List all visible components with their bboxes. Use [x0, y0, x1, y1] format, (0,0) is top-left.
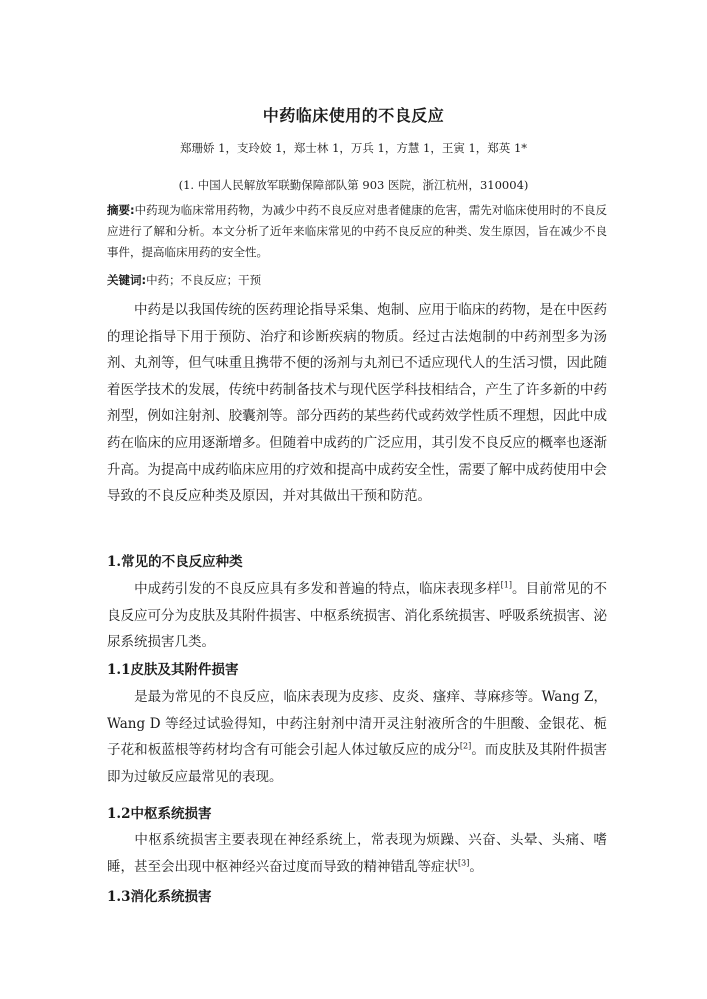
- section-heading-1-3: 1.3消化系统损害: [107, 889, 212, 905]
- abstract-label: 摘要:: [107, 203, 135, 217]
- citation-ref: [2]: [459, 741, 472, 751]
- citation-ref: [1]: [500, 580, 512, 590]
- keywords-label: 关键词:: [107, 273, 147, 287]
- section-heading-1-1: 1.1皮肤及其附件损害: [107, 662, 239, 678]
- section-heading-1: 1.常见的不良反应种类: [107, 554, 243, 570]
- section-1-1-text-a: 是最为常见的不良反应，临床表现为皮疹、皮炎、瘙痒、荨麻疹等。Wang Z，Wang D 等经过试验得知，中药注射剂中清开灵注射液所含的牛胆酸、金银花、栀子花和板蓝根等药材均含有可能会引起人体过敏反应的成分: [107, 689, 607, 759]
- section-1-1-text-b: 。而皮肤及其附件损害即为过敏反应最常见的表现。: [107, 742, 608, 785]
- keywords: [107, 270, 607, 291]
- section-1-2-paragraph: [107, 827, 607, 880]
- section-1-2-text-b: 。: [469, 858, 483, 875]
- section-1-paragraph: [107, 576, 607, 656]
- author-list: 郑珊娇 1，支玲姣 1，郑士林 1，万兵 1，方慧 1，王寅 1，郑英 1*: [179, 141, 528, 155]
- abstract-text: 中药现为临床常用药物，为减少中药不良反应对患者健康的危害，需先对临床使用时的不良反应进行了解和分析。本文分析了近年来临床常见的中药不良反应的种类、发生原因，旨在减少不良事件，提高临床用药的安全性。: [107, 203, 607, 259]
- keywords-text: 中药；不良反应；干预: [146, 273, 262, 287]
- citation-ref: [3]: [458, 858, 470, 868]
- affiliation: (1. 中国人民解放军联勤保障部队第 903 医院，浙江杭州，310004): [178, 178, 529, 192]
- abstract: [107, 200, 607, 263]
- section-1-text-a: 中成药引发的不良反应具有多发和普遍的特点，临床表现多样: [134, 581, 501, 597]
- section-heading-1-2: 1.2中枢系统损害: [107, 806, 212, 822]
- intro-paragraph: [107, 297, 607, 510]
- paper-title: 中药临床使用的不良反应: [262, 106, 445, 125]
- section-1-2-text-a: 中枢系统损害主要表现在神经系统上，常表现为烦躁、兴奋、头晕、头痛、嗜睡，甚至会出现中枢神经兴奋过度而导致的精神错乱等症状: [107, 832, 607, 875]
- section-1-text-b: 。目前常见的不良反应可分为皮肤及其附件损害、中枢系统损害、消化系统损害、呼吸系统损害、泌尿系统损害几类。: [107, 581, 608, 651]
- section-1-1-paragraph: [107, 684, 607, 790]
- intro-text: 中药是以我国传统的医药理论指导采集、炮制、应用于临床的药物，是在中医药的理论指导下用于预防、治疗和诊断疾病的物质。经过古法炮制的中药剂型多为汤剂、丸剂等，但气味重且携带不便的汤剂与丸剂已不适应现代人的生活习惯，因此随着医学技术的发展，传统中药制备技术与现代医学科技相结合，产生了许多新的中药剂型，例如注射剂、胶囊剂等。部分西药的某些药代或药效学性质不理想，因此中成药在临床的应用逐渐增多。但随着中成药的广泛应用，其引发不良反应的概率也逐渐升高。为提高中成药临床应用的疗效和提高中成药安全性，需要了解中成药使用中会导致的不良反应种类及原因，并对其做出干预和防范。: [107, 302, 607, 505]
